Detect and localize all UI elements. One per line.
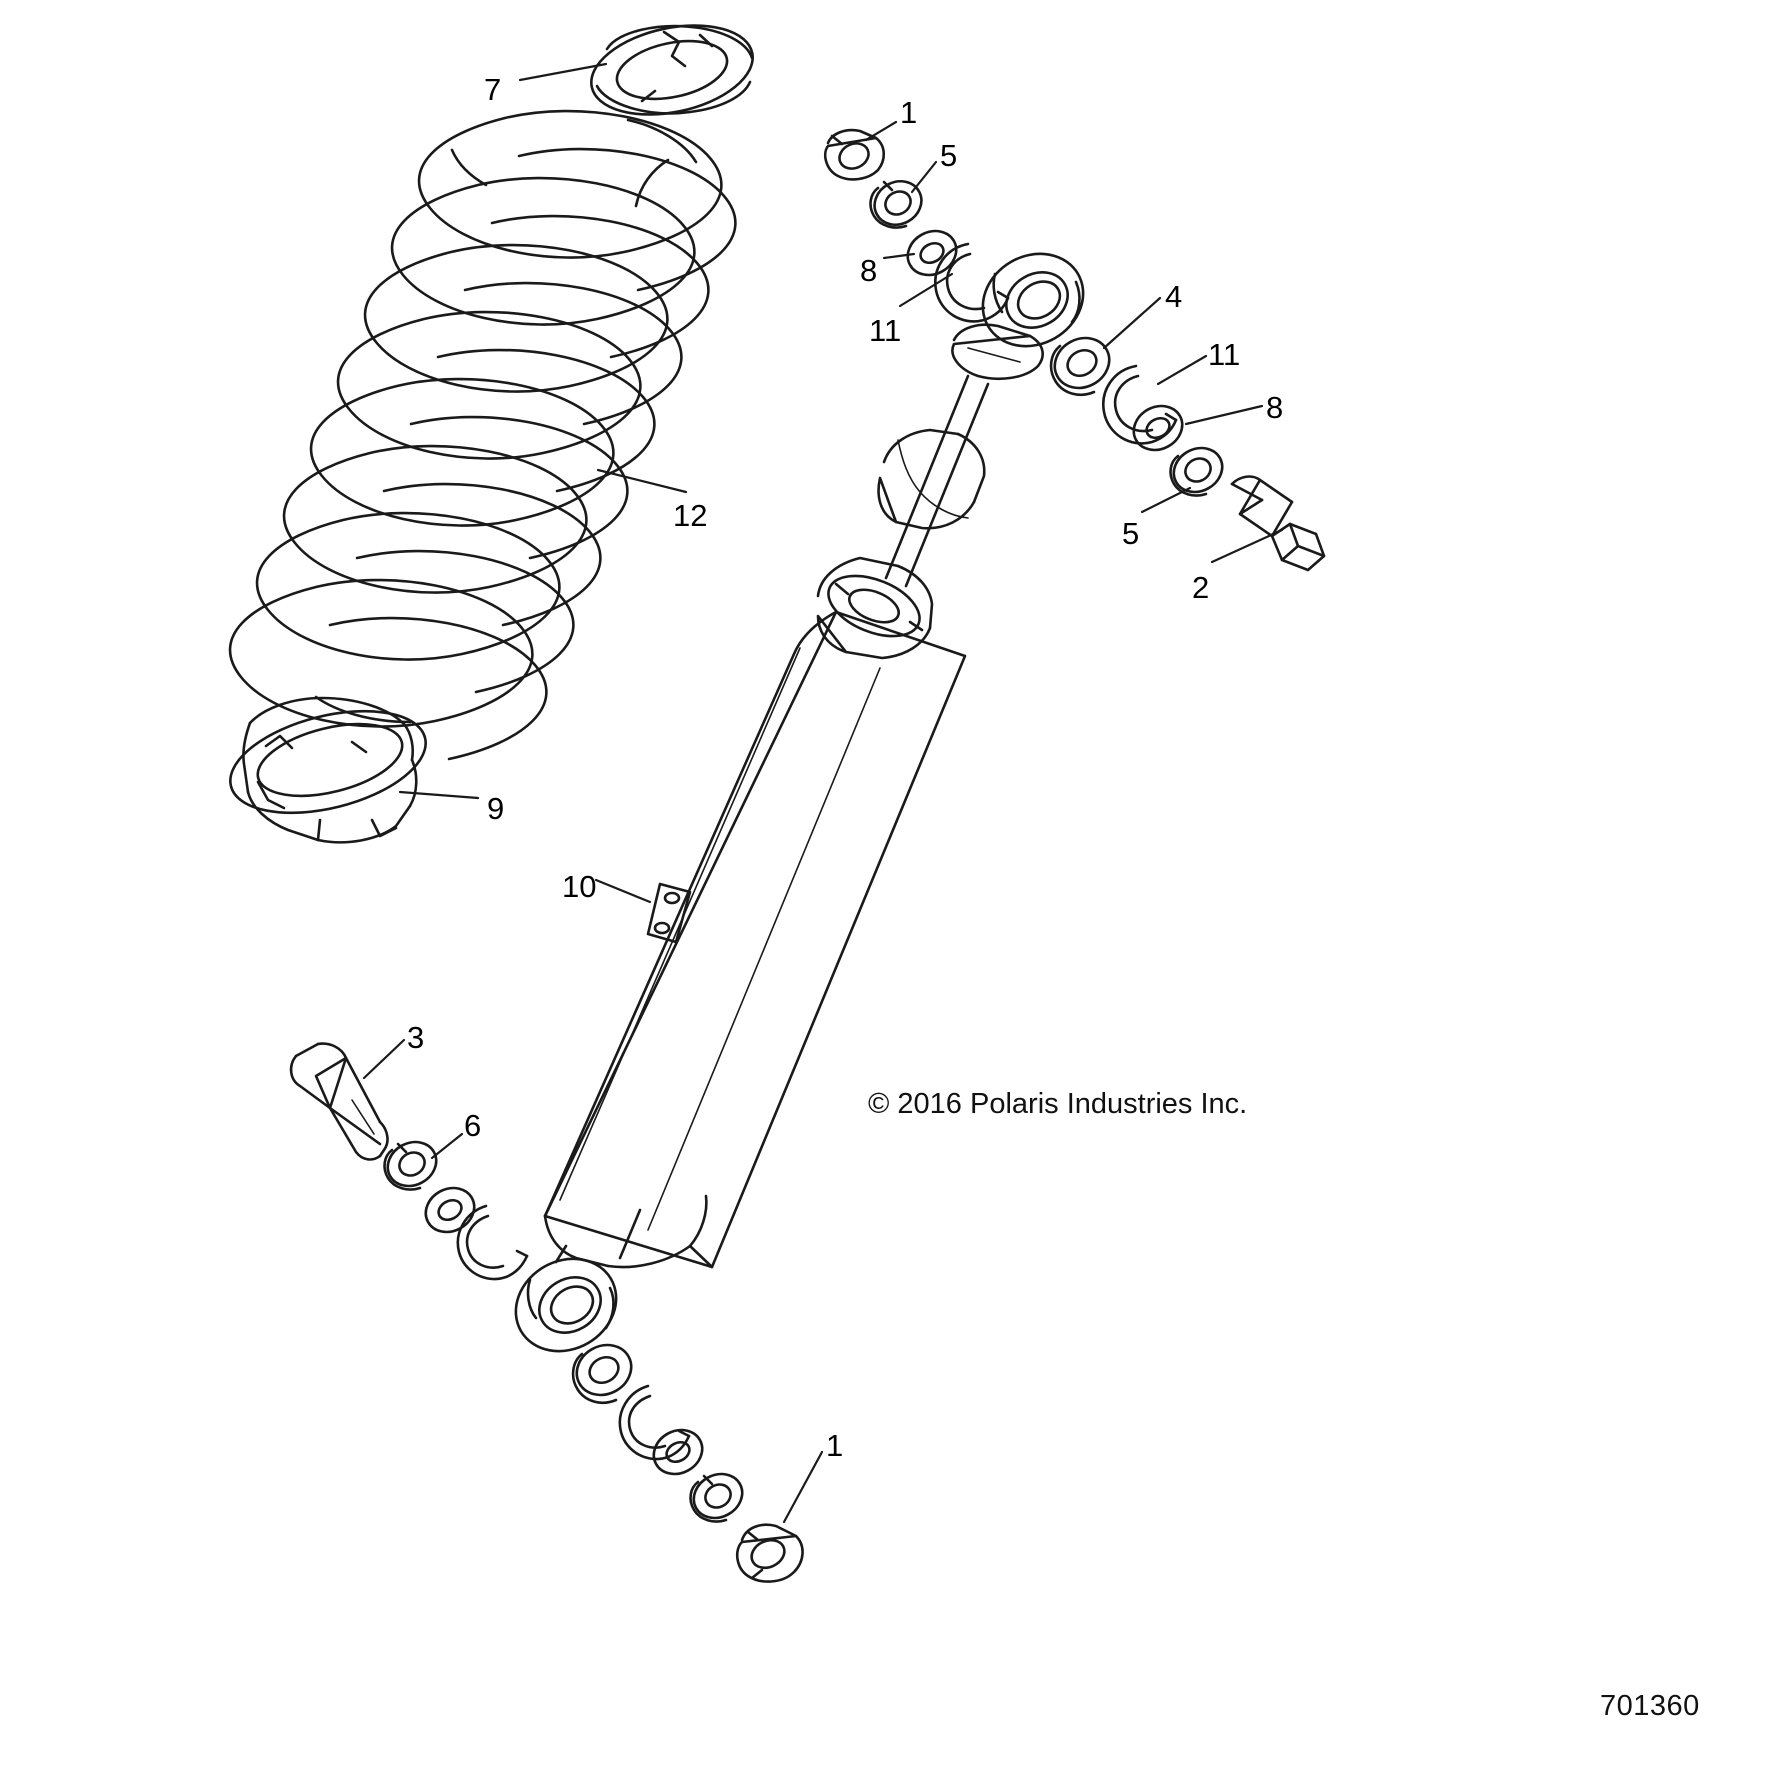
part-6-bushing bbox=[380, 1134, 444, 1195]
part-7-spring-retainer bbox=[583, 12, 761, 128]
callout-7: 7 bbox=[484, 72, 502, 107]
callout-5-top: 5 bbox=[940, 138, 958, 173]
part-11-snap-ring-lower-left bbox=[458, 1206, 527, 1279]
callout-1-bottom: 1 bbox=[826, 1428, 844, 1463]
part-8-washer-right bbox=[1126, 398, 1190, 459]
callout-10: 10 bbox=[562, 869, 597, 904]
part-2-bolt bbox=[1232, 477, 1324, 570]
callout-11-top: 11 bbox=[869, 313, 902, 348]
part-11-snap-ring-right bbox=[1103, 366, 1176, 443]
callout-3: 3 bbox=[407, 1020, 425, 1055]
callout-12: 12 bbox=[673, 498, 708, 533]
shock-body bbox=[499, 236, 1100, 1369]
part-1-nut-top bbox=[825, 130, 884, 179]
callout-4: 4 bbox=[1165, 279, 1183, 314]
part-3-bolt bbox=[291, 1044, 387, 1160]
part-11-snap-ring-top bbox=[935, 244, 1008, 321]
part-5-bushing-bottom bbox=[686, 1466, 750, 1527]
part-12-coil-spring bbox=[230, 111, 735, 759]
part-8-washer-lower-left bbox=[418, 1180, 482, 1241]
part-5-bushing-right bbox=[1166, 440, 1230, 501]
part-9-spring-seat bbox=[220, 693, 436, 842]
callout-6: 6 bbox=[464, 1108, 482, 1143]
part-8-washer-top bbox=[900, 223, 964, 284]
part-1-nut-bottom bbox=[737, 1525, 802, 1582]
callout-5-right: 5 bbox=[1122, 516, 1140, 551]
callout-2: 2 bbox=[1192, 570, 1210, 605]
copyright-notice: © 2016 Polaris Industries Inc. bbox=[868, 1088, 1248, 1120]
callout-8-right: 8 bbox=[1266, 390, 1284, 425]
callout-1-top: 1 bbox=[900, 95, 918, 130]
drawing-number: 701360 bbox=[1600, 1690, 1700, 1722]
part-4-bushing-bottom bbox=[568, 1336, 640, 1405]
callout-9: 9 bbox=[487, 791, 505, 826]
callout-11-right: 11 bbox=[1208, 337, 1241, 372]
callout-8-top: 8 bbox=[860, 253, 878, 288]
